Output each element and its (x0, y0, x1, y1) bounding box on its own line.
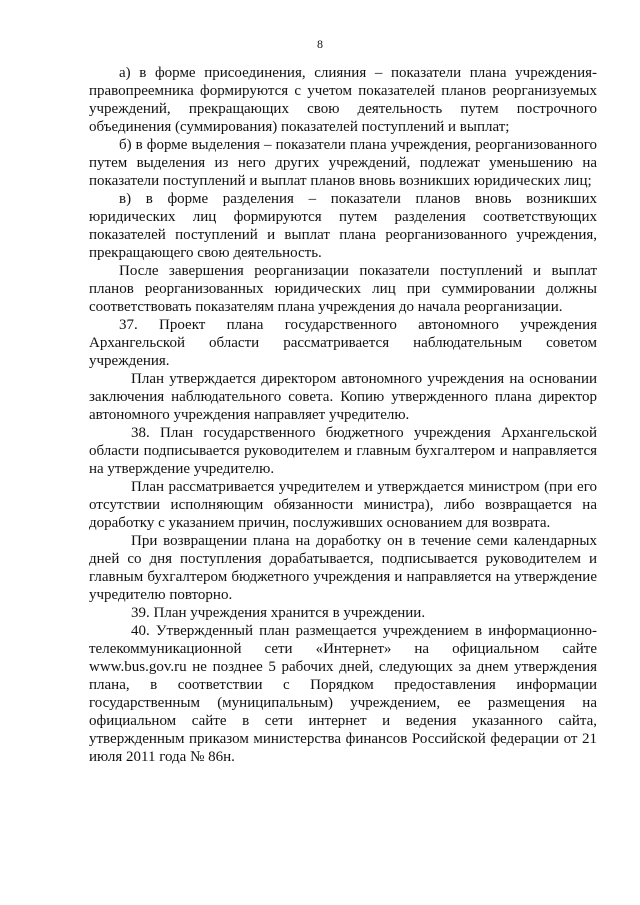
document-body (89, 64, 597, 766)
paragraph-subitem-b: б) в форме выделения – показатели плана учреждения, реорганизованного путем выделения из него других учреждений, подлежат уменьшению на показатели поступлений и выплат планов вновь возникших юридических лиц; (89, 137, 597, 189)
paragraph-item-37-approval: План утверждается директором автономного учреждения на основании заключения наблюдательного совета. Копию утвержденного плана директор автономного учреждения направляет учредителю. (89, 371, 597, 423)
paragraph-item-40: 40. Утвержденный план размещается учреждением в информационно-телекоммуникационной сети «Интернет» на официальном сайте www.bus.gov.ru не позднее 5 рабочих дней, следующих за днем утверждения плана, в соответствии с Порядком предоставления информации государственным (муниципальным) учреждением, ее размещения на официальном сайте в сети интернет и ведения указанного сайта, утвержденным приказом министерства финансов Российской федерации от 21 июля 2011 года № 86н. (89, 623, 597, 765)
paragraph-item-38: 38. План государственного бюджетного учреждения Архангельской области подписывается руководителем и главным бухгалтером и направляется на утверждение учредителю. (89, 425, 597, 477)
page-number: 8 (317, 37, 323, 51)
paragraph-item-39: 39. План учреждения хранится в учреждении. (131, 605, 426, 621)
paragraph-subitem-v: в) в форме разделения – показатели планов вновь возникших юридических лиц формируются путем разделения соответствующих показателей поступлений и выплат плана реорганизованного учреждения, прекращающего свою деятельность. (89, 191, 597, 261)
paragraph-item-37: 37. Проект плана государственного автономного учреждения Архангельской области рассматривается наблюдательным советом учреждения. (89, 317, 597, 369)
paragraph-subitem-a: а) в форме присоединения, слияния – показатели плана учреждения-правопреемника формируются с учетом показателей планов реорганизуемых учреждений, прекращающих свою деятельность путем построчного объединения (суммирования) показателей поступлений и выплат; (89, 65, 597, 135)
paragraph-item-38-return: При возвращении плана на доработку он в течение семи календарных дней со дня поступления дорабатывается, подписывается руководителем и главным бухгалтером бюджетного учреждения и направляется на утверждение учредителю повторно. (89, 533, 597, 603)
paragraph-after-reorganization: После завершения реорганизации показатели поступлений и выплат планов реорганизованных юридических лиц при суммировании должны соответствовать показателям плана учреждения до начала реорганизации. (89, 263, 597, 315)
paragraph-item-38-review: План рассматривается учредителем и утверждается министром (при его отсутствии исполняющим обязанности министра), либо возвращается на доработку с указанием причин, послуживших основанием для возврата. (89, 479, 597, 531)
